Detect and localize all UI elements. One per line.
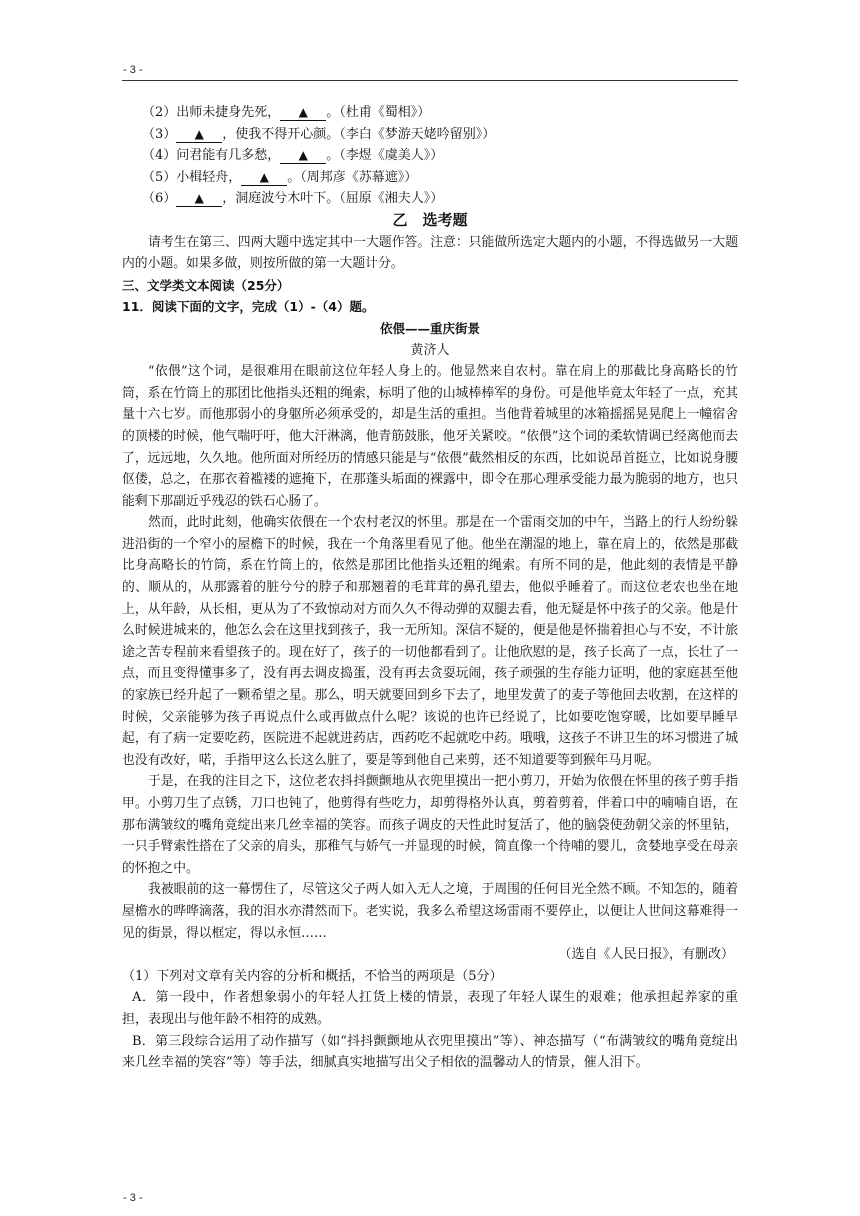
option-a: A．第一段中，作者想象弱小的年轻人扛货上楼的情景，表现了年轻人谋生的艰难；他承担起养家的重担，表现出与他年龄不相符的成熟。 [122, 990, 738, 1027]
answer-blank: ▲ [176, 126, 222, 143]
article-author: 黄济人 [410, 342, 450, 358]
section-title: 乙 选考题 [392, 210, 468, 229]
fill-question-4: （4）问君能有几多愁， ▲ 。（李煜《虞美人》） [142, 148, 444, 164]
section-instruction: 请考生在第三、四两大题中选定其中一大题作答。注意：只能做所选定大题内的小题，不得选做另一大题内的小题。如果多做，则按所做的第一大题计分。 [122, 234, 738, 272]
page-number-footer: - 3 - [123, 1192, 143, 1204]
article-title: 依偎——重庆街景 [379, 320, 480, 336]
answer-blank: ▲ [241, 169, 287, 186]
answer-blank: ▲ [176, 190, 222, 207]
page-content [122, 102, 738, 1074]
fill-question-2: （2）出师未捷身先死， ▲ 。（杜甫《蜀相》） [142, 105, 431, 120]
fill-question-3: （3） ▲ ，使我不得开心颜。（李白《梦游天姥吟留别》） [142, 126, 496, 142]
question-stem: 11．阅读下面的文字，完成（1）-（4）题。 [122, 299, 375, 315]
fill-question-6: （6） ▲ ，洞庭波兮木叶下。（屈原《湘夫人》） [142, 191, 444, 207]
part-heading: 三、文学类文本阅读（25分） [122, 277, 290, 293]
option-b: B．第三段综合运用了动作描写（如“抖抖颤颤地从衣兜里摸出”等）、神态描写（“布满皱纹的嘴角竟绽出来几丝幸福的笑容”等）等手法，细腻真实地描写出父子相依的温馨动人的情景，催人泪下。 [122, 1033, 738, 1071]
fill-question-5: （5）小楫轻舟， ▲ 。（周邦彦《苏幕遮》） [142, 169, 418, 185]
header-rule [122, 80, 738, 81]
article-paragraph: 于是，在我的注目之下，这位老农抖抖颤颤地从衣兜里摸出一把小剪刀，开始为依偎在怀里的孩子剪手指甲。小剪刀生了点锈，刀口也钝了，他剪得有些吃力，却剪得格外认真，剪着剪着，伴着口中的喃喃自语，在那布满皱纹的嘴角竟绽出来几丝幸福的笑容。而孩子调皮的天性此时复活了，他的脑袋使劲朝父亲的怀里钻，一只手臂索性搭在了父亲的肩头，那稚气与娇气一并显现的时候，简直像一个待哺的婴儿，贪婪地享受在母亲的怀抱之中。 [122, 774, 738, 876]
article-paragraph: 然而，此时此刻，他确实依偎在一个农村老汉的怀里。那是在一个雷雨交加的中午，当路上的行人纷纷躲进沿街的一个窄小的屋檐下的时候，我在一个角落里看见了他。他坐在潮湿的地上，靠在肩上的，依然是那截比身高略长的竹筒，系在竹筒上的，依然是那团比他指头还粗的绳索。有所不同的是，他此刻的表情是平静的、顺从的，从那露着的脏兮兮的脖子和那翘着的毛茸茸的鼻孔望去，他似乎睡着了。而这位老农也坐在地上，从年龄，从长相，更从为了不致惊动对方而久久不得动弹的双腿去看，他无疑是怀中孩子的父亲。他是什么时候进城来的，他怎么会在这里找到孩子，我一无所知。深信不疑的，便是他是怀揣着担心与不安，不计旅途之苦专程前来看望孩子的。现在好了，孩子的一切他都看到了。让他欣慰的是，孩子长高了一点，长壮了一点，而且变得懂事多了，没有再去调皮捣蛋，没有再去贪耍玩闹，孩子顽强的生存能力证明，他的家庭甚至他的家族已经升起了一颗希望之星。那么，明天就要回到乡下去了，地里发黄了的麦子等他回去收割，在这样的时候，父亲能够为孩子再说点什么或再做点什么呢？该说的也许已经说了，比如要吃饱穿暖，比如要早睡早起，有了病一定要吃药，医院进不起就进药店，西药吃不起就吃中药。哦哦，这孩子不讲卫生的坏习惯进了城也没有改好，喏，手指甲这么长这么脏了，要是等到他自己来剪，还不知道要等到猴年马月呢。 [122, 515, 738, 768]
answer-blank: ▲ [280, 104, 326, 121]
article-paragraph: 我被眼前的这一幕愣住了，尽管这父子两人如入无人之境，于周围的任何目光全然不顾。不知怎的，随着屋檐水的哗哗滴落，我的泪水亦潸然而下。老实说，我多么希望这场雷雨不要停止，以便让人世间这幕难得一见的街景，得以框定，得以永恒…… [122, 882, 738, 941]
sub-question: （1）下列对文章有关内容的分析和概括，不恰当的两项是（5分） [122, 968, 503, 984]
answer-blank: ▲ [280, 147, 326, 164]
article-paragraph: “依偎”这个词，是很难用在眼前这位年轻人身上的。他显然来自农村。靠在肩上的那截比身高略长的竹筒，系在竹筒上的那团比他指头还粗的绳索，标明了他的山城棒棒军的身份。可是他毕竟太年轻了一点，充其量十六七岁。而他那弱小的身躯所必须承受的，却是生活的重担。当他背着城里的冰箱摇摇晃晃爬上一幢宿舍的顶楼的时候，他气喘吁吁，他大汗淋漓，他青筋鼓胀，他牙关紧咬。“依偎”这个词的柔软情调已经离他而去了，远远地，久久地。他所面对所经历的情感只能是与“依偎”截然相反的东西，比如说昂首挺立，比如说身腰伛偻，总之，在那衣着褴褛的遮掩下，在那蓬头垢面的裸露中，即令在那心理承受能力最为脆弱的地方，也只能剩下那副近乎残忍的铁石心肠了。 [122, 364, 738, 509]
article-source: （选自《人民日报》，有删改） [558, 947, 734, 963]
page-number-header: - 3 - [123, 64, 143, 76]
